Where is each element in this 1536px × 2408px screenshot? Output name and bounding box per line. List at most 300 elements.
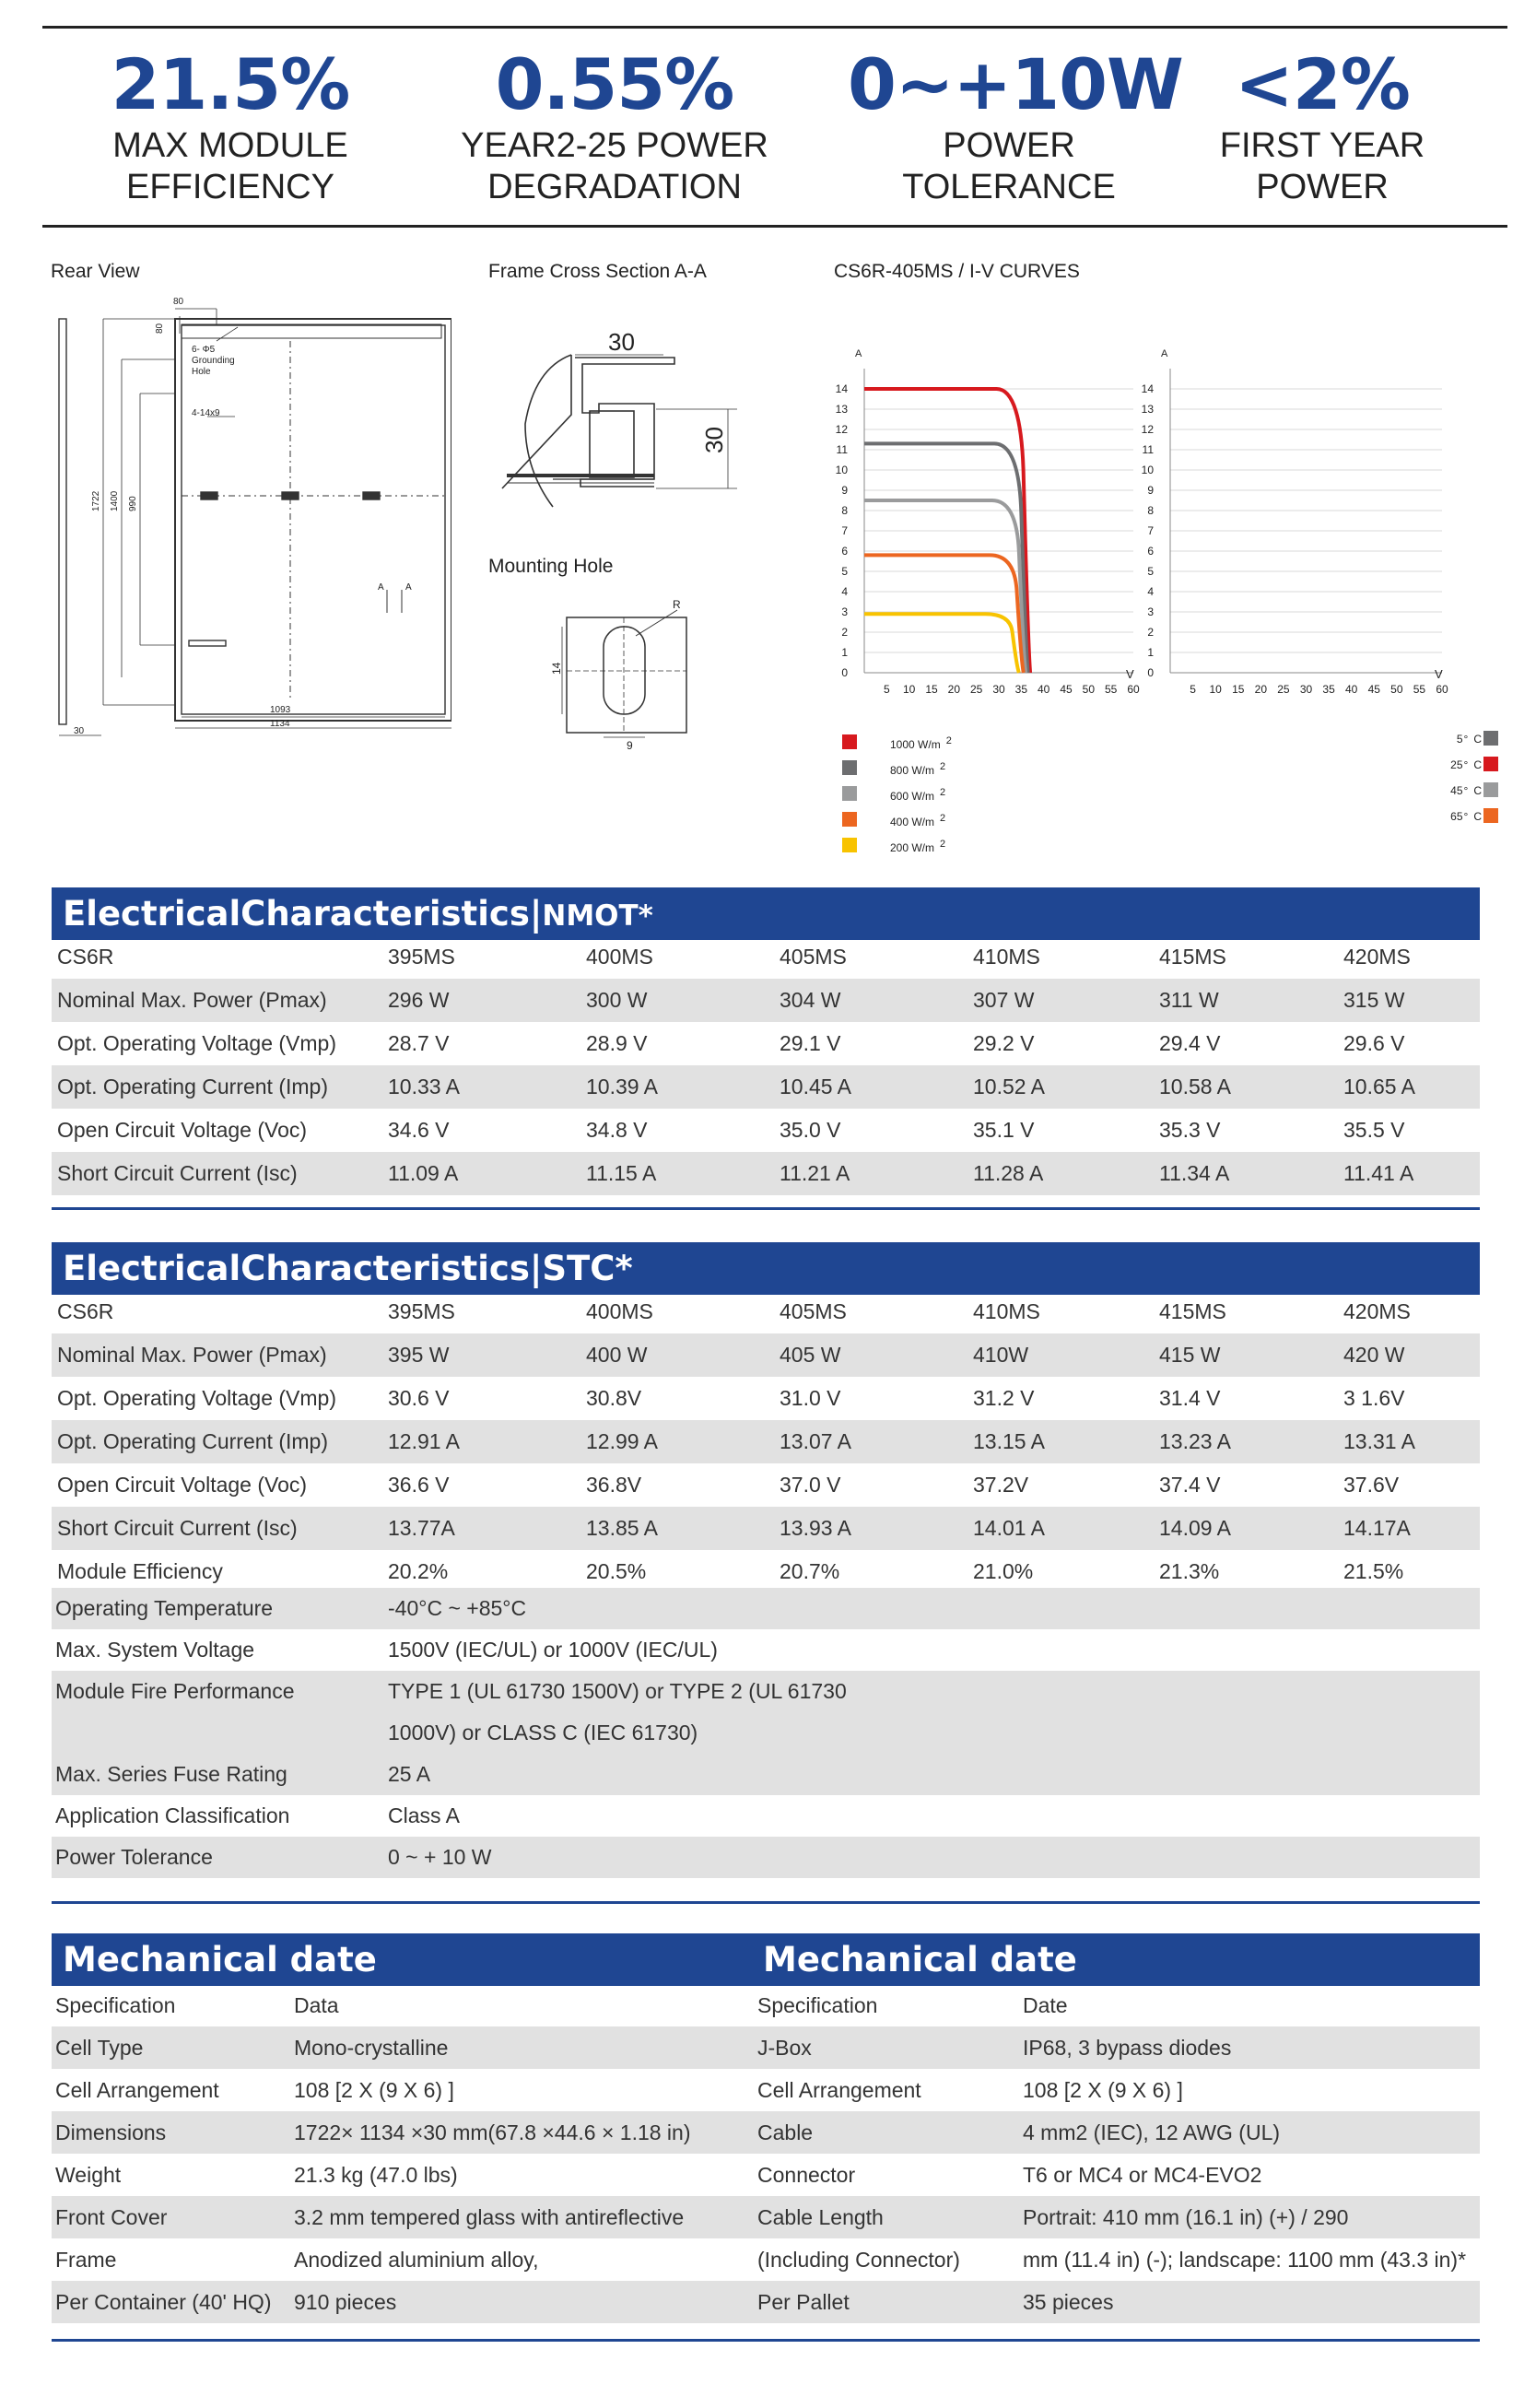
- x-tick-label: 35: [1014, 683, 1028, 696]
- table-cell: mm (11.4 in) (-); landscape: 1100 mm (43.3 in)*: [1023, 2248, 1467, 2272]
- x-tick-label: 20: [1254, 683, 1268, 696]
- row-label: Nominal Max. Power (Pmax): [57, 988, 327, 1012]
- table-cell: 10.52 A: [973, 1075, 1046, 1098]
- table-row: [52, 1984, 752, 2026]
- y-tick-label: 4: [1147, 585, 1154, 598]
- stc-table: [52, 1290, 1480, 1593]
- table-cell: 37.2V: [973, 1473, 1029, 1497]
- row-label: CS6R: [57, 945, 114, 969]
- table-cell: 31.0 V: [780, 1386, 841, 1410]
- x-axis-label: V: [1435, 667, 1443, 681]
- mount-radius-label: R: [673, 599, 681, 611]
- table-cell: 400MS: [586, 945, 653, 969]
- table-cell: 20.2%: [388, 1559, 449, 1583]
- row-label: Application Classification: [55, 1803, 290, 1827]
- stat-degradation: [453, 44, 776, 208]
- rear-dim-1134: 1134: [270, 719, 290, 729]
- table-cell: 410W: [973, 1343, 1029, 1367]
- table-cell: 36.8V: [586, 1473, 642, 1497]
- x-tick-label: 5: [883, 683, 890, 696]
- legend-swatch: [842, 812, 857, 827]
- legend-swatch: [1483, 782, 1498, 797]
- table-row: [52, 2281, 752, 2323]
- table-row: [52, 1290, 1480, 1333]
- table-cell: 30.8V: [586, 1386, 642, 1410]
- rear-dim-80-side: 80: [155, 323, 165, 334]
- y-tick-label: 2: [841, 626, 848, 639]
- table-row: [52, 1109, 1480, 1152]
- table-cell: 30.6 V: [388, 1386, 450, 1410]
- table-row: [752, 1984, 1480, 2026]
- legend-sup: 2: [940, 839, 946, 850]
- iv-curve-series: [864, 614, 1019, 673]
- x-axis-label: V: [1126, 667, 1134, 681]
- degree-symbol: °: [1463, 733, 1469, 746]
- row-label: Weight: [55, 2163, 122, 2187]
- row-label: CS6R: [57, 1299, 114, 1323]
- x-tick-label: 40: [1344, 683, 1358, 696]
- iv-curves-title: CS6R-405MS / I-V CURVES: [834, 261, 1080, 282]
- table-cell: 10.65 A: [1343, 1075, 1416, 1098]
- table-cell: 405MS: [780, 945, 847, 969]
- stat-label: POWER: [943, 126, 1075, 165]
- table-cell: 10.45 A: [780, 1075, 852, 1098]
- y-tick-label: 11: [836, 443, 848, 456]
- nmot-title-small: NMOT*: [542, 899, 653, 933]
- row-label: Cable: [757, 2120, 814, 2144]
- stc-section-header: ElectricalCharacteristics|STC*: [52, 1242, 1480, 1295]
- frame-dim-30-h: 30: [700, 427, 728, 453]
- legend-text: 45: [1450, 784, 1463, 797]
- table-cell: 34.6 V: [388, 1118, 450, 1142]
- table-cell: 28.7 V: [388, 1031, 450, 1055]
- table-cell: 400 W: [586, 1343, 648, 1367]
- table-cell: 315 W: [1343, 988, 1405, 1012]
- table-row: [52, 2069, 752, 2111]
- x-tick-label: 25: [969, 683, 983, 696]
- table-cell: 11.09 A: [388, 1161, 459, 1185]
- top-rule: [42, 26, 1507, 29]
- table-cell: 35.3 V: [1159, 1118, 1221, 1142]
- x-tick-label: 5: [1190, 683, 1196, 696]
- row-label: Opt. Operating Voltage (Vmp): [57, 1031, 336, 1055]
- table-cell: TYPE 1 (UL 61730 1500V) or TYPE 2 (UL 61730: [388, 1679, 847, 1703]
- y-tick-label: 6: [841, 545, 848, 558]
- table-row: [52, 1507, 1480, 1550]
- rear-dim-1722: 1722: [91, 490, 101, 511]
- table-cell: 14.09 A: [1159, 1516, 1232, 1540]
- table-cell: 13.93 A: [780, 1516, 852, 1540]
- x-tick-label: 30: [1299, 683, 1313, 696]
- legend-text: 600 W/m: [890, 790, 935, 803]
- table-cell: 36.6 V: [388, 1473, 450, 1497]
- table-cell: 10.58 A: [1159, 1075, 1232, 1098]
- x-tick-label: 35: [1322, 683, 1335, 696]
- row-label: Cell Type: [55, 2036, 144, 2060]
- y-tick-label: 6: [1147, 545, 1154, 558]
- x-tick-label: 50: [1390, 683, 1403, 696]
- legend-label: [1450, 784, 1482, 797]
- row-label: Dimensions: [55, 2120, 167, 2144]
- stat-tolerance: [848, 43, 1183, 208]
- stat-label: YEAR2-25 POWER: [461, 126, 768, 165]
- y-tick-label: 10: [835, 464, 848, 476]
- x-tick-label: 60: [1436, 683, 1448, 696]
- table-cell: Data: [294, 1993, 339, 2017]
- table-row: [52, 2026, 752, 2069]
- table-cell: 4 mm2 (IEC), 12 AWG (UL): [1023, 2120, 1281, 2144]
- table-cell: 11.34 A: [1159, 1161, 1230, 1185]
- table-row: [52, 1550, 1480, 1593]
- table-cell: 29.4 V: [1159, 1031, 1221, 1055]
- table-cell: 420MS: [1343, 945, 1411, 969]
- table-row: [752, 2196, 1480, 2238]
- table-cell: 420MS: [1343, 1299, 1411, 1323]
- y-axis-label: A: [855, 347, 862, 359]
- table-cell: 11.28 A: [973, 1161, 1044, 1185]
- table-cell: 11.21 A: [780, 1161, 850, 1185]
- table-cell: 1722× 1134 ×30 mm(67.8 ×44.6 × 1.18 in): [294, 2120, 691, 2144]
- stat-value: 21.5%: [111, 43, 350, 125]
- table-cell: Mono-crystalline: [294, 2036, 449, 2060]
- row-label: Open Circuit Voltage (Voc): [57, 1118, 308, 1142]
- table-cell: 29.1 V: [780, 1031, 841, 1055]
- row-label: Open Circuit Voltage (Voc): [57, 1473, 308, 1497]
- table-cell: 1000V) or CLASS C (IEC 61730): [388, 1721, 698, 1744]
- stat-label: POWER: [1256, 168, 1389, 206]
- row-label: Short Circuit Current (Isc): [57, 1516, 298, 1540]
- table-row: [52, 2111, 752, 2154]
- legend-sup: 2: [940, 787, 946, 798]
- stat-label: EFFICIENCY: [126, 168, 334, 206]
- table-row: [52, 2154, 752, 2196]
- table-cell: 12.99 A: [586, 1429, 659, 1453]
- x-tick-label: 15: [1232, 683, 1245, 696]
- table-cell: 25 A: [388, 1762, 431, 1786]
- legend-swatch: [842, 734, 857, 749]
- row-label: Specification: [757, 1993, 878, 2017]
- table-cell: 13.07 A: [780, 1429, 852, 1453]
- frame-dim-30-w: 30: [608, 328, 635, 356]
- table-row: [52, 1065, 1480, 1109]
- mount-dim-14: 14: [550, 662, 563, 675]
- y-tick-label: 2: [1147, 626, 1154, 639]
- legend-label: [890, 813, 945, 828]
- table-cell: 311 W: [1159, 988, 1219, 1012]
- legend-label: [890, 761, 945, 777]
- table-cell: 37.4 V: [1159, 1473, 1221, 1497]
- frame-section-drawing: [498, 313, 737, 525]
- legend-sup: 2: [945, 735, 952, 746]
- table-cell: 14.01 A: [973, 1516, 1046, 1540]
- stat-label: FIRST YEAR: [1219, 126, 1425, 165]
- table-cell: 415MS: [1159, 1299, 1226, 1323]
- row-label: Module Fire Performance: [55, 1679, 295, 1703]
- row-label: Opt. Operating Current (Imp): [57, 1075, 328, 1098]
- legend-unit: C: [1473, 733, 1482, 746]
- table-cell: 14.17A: [1343, 1516, 1411, 1540]
- table-row: [52, 1588, 1480, 1629]
- row-label: Max. Series Fuse Rating: [55, 1762, 287, 1786]
- table-row: [752, 2111, 1480, 2154]
- y-tick-label: 1: [841, 646, 848, 659]
- legend-label: [1450, 758, 1482, 771]
- table-cell: 3 1.6V: [1343, 1386, 1405, 1410]
- legend-unit: C: [1473, 810, 1482, 823]
- y-tick-label: 14: [835, 382, 848, 395]
- x-tick-label: 20: [947, 683, 961, 696]
- x-tick-label: 30: [992, 683, 1005, 696]
- table-cell: 13.85 A: [586, 1516, 659, 1540]
- stat-label: DEGRADATION: [487, 168, 742, 206]
- table-cell: 35.5 V: [1343, 1118, 1405, 1142]
- stat-efficiency: [101, 44, 359, 208]
- table-cell: Anodized aluminium alloy,: [294, 2248, 539, 2272]
- y-tick-label: 3: [841, 605, 848, 618]
- legend-label: [890, 787, 945, 803]
- legend-swatch: [1483, 731, 1498, 746]
- table-cell: 395MS: [388, 945, 455, 969]
- stat-value: <2%: [1235, 43, 1410, 125]
- legend-label: [890, 735, 952, 751]
- table-cell: 29.2 V: [973, 1031, 1035, 1055]
- mech-left-table: [52, 1984, 752, 2323]
- legend-label: [1457, 733, 1482, 746]
- table-row: [52, 1754, 1480, 1795]
- row-label: Cable Length: [757, 2205, 884, 2229]
- legend-text: 25: [1450, 758, 1463, 771]
- table-row: [52, 1712, 1480, 1754]
- legend-label: [1450, 810, 1482, 823]
- stat-label: MAX MODULE: [112, 126, 348, 165]
- legend-sup: 2: [940, 761, 946, 772]
- y-tick-label: 1: [1147, 646, 1154, 659]
- x-tick-label: 55: [1413, 683, 1426, 696]
- row-label: Cell Arrangement: [55, 2078, 219, 2102]
- y-tick-label: 5: [841, 565, 848, 578]
- rear-dim-1400: 1400: [110, 490, 120, 511]
- row-label: Specification: [55, 1993, 176, 2017]
- legend-text: 5: [1456, 733, 1463, 746]
- stc-extra-table: [52, 1588, 1480, 1878]
- table-cell: 37.6V: [1343, 1473, 1400, 1497]
- grounding-hole-label-3: Hole: [192, 367, 211, 377]
- x-tick-label: 45: [1060, 683, 1073, 696]
- y-tick-label: 7: [841, 524, 848, 537]
- row-label: Opt. Operating Current (Imp): [57, 1429, 328, 1453]
- table-cell: 37.0 V: [780, 1473, 841, 1497]
- table-cell: 13.15 A: [973, 1429, 1046, 1453]
- nmot-bottom-rule: [52, 1207, 1480, 1210]
- table-cell: Portrait: 410 mm (16.1 in) (+) / 290: [1023, 2205, 1349, 2229]
- row-label: Per Pallet: [757, 2290, 850, 2314]
- table-cell: 35 pieces: [1023, 2290, 1114, 2314]
- legend-unit: C: [1473, 758, 1482, 771]
- y-tick-label: 4: [841, 585, 848, 598]
- table-row: [52, 1420, 1480, 1463]
- x-tick-label: 55: [1104, 683, 1118, 696]
- table-cell: 307 W: [973, 988, 1035, 1012]
- row-label: Opt. Operating Voltage (Vmp): [57, 1386, 336, 1410]
- rear-dim-80-top: 80: [173, 297, 184, 307]
- row-label: Power Tolerance: [55, 1845, 213, 1869]
- table-cell: 395 W: [388, 1343, 450, 1367]
- table-cell: 415MS: [1159, 945, 1226, 969]
- legend-text: 800 W/m: [890, 764, 935, 777]
- table-row: [752, 2238, 1480, 2281]
- table-cell: 304 W: [780, 988, 841, 1012]
- y-tick-label: 13: [835, 403, 848, 416]
- x-tick-label: 40: [1037, 683, 1050, 696]
- table-cell: 420 W: [1343, 1343, 1405, 1367]
- mounting-hole-drawing: [544, 599, 709, 751]
- table-cell: 13.77A: [388, 1516, 455, 1540]
- x-tick-label: 10: [1209, 683, 1222, 696]
- table-cell: 0 ~ + 10 W: [388, 1845, 492, 1869]
- table-row: [52, 1333, 1480, 1377]
- x-tick-label: 45: [1367, 683, 1380, 696]
- y-tick-label: 3: [1147, 605, 1154, 618]
- y-tick-label: 9: [841, 484, 848, 497]
- legend-text: 1000 W/m: [890, 738, 941, 751]
- table-cell: 13.23 A: [1159, 1429, 1232, 1453]
- x-tick-label: 15: [925, 683, 938, 696]
- table-cell: 35.1 V: [973, 1118, 1035, 1142]
- row-label: Front Cover: [55, 2205, 168, 2229]
- mount-dim-9: 9: [627, 739, 633, 751]
- table-cell: 29.6 V: [1343, 1031, 1405, 1055]
- y-tick-label: 9: [1147, 484, 1154, 497]
- table-cell: 20.7%: [780, 1559, 840, 1583]
- table-cell: Date: [1023, 1993, 1068, 2017]
- table-row: [52, 1795, 1480, 1837]
- table-cell: 20.5%: [586, 1559, 647, 1583]
- stat-label: TOLERANCE: [902, 168, 1116, 206]
- nmot-section-header: [52, 887, 1480, 940]
- nmot-title: ElectricalCharacteristics|: [63, 894, 543, 934]
- legend-swatch: [1483, 757, 1498, 771]
- legend-swatch: [842, 838, 857, 852]
- legend-text: 400 W/m: [890, 816, 935, 828]
- nmot-table: [52, 935, 1480, 1195]
- table-cell: 405 W: [780, 1343, 841, 1367]
- table-row: [52, 1022, 1480, 1065]
- table-cell: 31.4 V: [1159, 1386, 1221, 1410]
- stat-value: 0.55%: [495, 43, 734, 125]
- legend-label: [890, 839, 945, 854]
- table-cell: 35.0 V: [780, 1118, 841, 1142]
- y-tick-label: 14: [1141, 382, 1154, 395]
- legend-sup: 2: [940, 813, 946, 824]
- legend-swatch: [842, 786, 857, 801]
- table-cell: 10.39 A: [586, 1075, 659, 1098]
- table-cell: 34.8 V: [586, 1118, 648, 1142]
- row-label: Short Circuit Current (Isc): [57, 1161, 298, 1185]
- legend-text: 65: [1450, 810, 1463, 823]
- frame-section-title: Frame Cross Section A-A: [488, 261, 707, 282]
- y-tick-label: 8: [841, 504, 848, 517]
- table-row: [52, 1377, 1480, 1420]
- table-row: [52, 1837, 1480, 1878]
- mech-right-table: [752, 1984, 1480, 2323]
- y-tick-label: 0: [841, 666, 848, 679]
- table-cell: 28.9 V: [586, 1031, 648, 1055]
- rear-dim-30: 30: [74, 726, 85, 736]
- row-label: Per Container (40' HQ): [55, 2290, 272, 2314]
- table-cell: 910 pieces: [294, 2290, 397, 2314]
- table-row: [52, 2196, 752, 2238]
- table-cell: IP68, 3 bypass diodes: [1023, 2036, 1232, 2060]
- degree-symbol: °: [1463, 758, 1469, 771]
- table-cell: 13.31 A: [1343, 1429, 1416, 1453]
- table-cell: 21.0%: [973, 1559, 1034, 1583]
- row-label: Nominal Max. Power (Pmax): [57, 1343, 327, 1367]
- rear-view-title: Rear View: [51, 261, 140, 282]
- table-cell: 1500V (IEC/UL) or 1000V (IEC/UL): [388, 1638, 718, 1662]
- table-cell: Class A: [388, 1803, 460, 1827]
- y-tick-label: 0: [1147, 666, 1154, 679]
- table-row: [752, 2069, 1480, 2111]
- y-tick-label: 12: [1141, 423, 1154, 436]
- table-row: [52, 1463, 1480, 1507]
- y-tick-label: 10: [1141, 464, 1154, 476]
- table-row: [52, 2238, 752, 2281]
- table-cell: 405MS: [780, 1299, 847, 1323]
- table-cell: 3.2 mm tempered glass with antireflective: [294, 2205, 685, 2229]
- table-cell: 395MS: [388, 1299, 455, 1323]
- table-cell: 410MS: [973, 945, 1040, 969]
- table-cell: T6 or MC4 or MC4-EVO2: [1023, 2163, 1262, 2187]
- table-row: [752, 2026, 1480, 2069]
- table-row: [752, 2154, 1480, 2196]
- grounding-hole-label-2: Grounding: [192, 356, 235, 366]
- rear-dim-1093: 1093: [270, 705, 291, 715]
- row-label: J-Box: [757, 2036, 812, 2060]
- y-tick-label: 12: [835, 423, 848, 436]
- x-tick-label: 60: [1127, 683, 1140, 696]
- mech-left-header: Mechanical date: [52, 1933, 752, 1986]
- stats-bottom-rule: [42, 225, 1507, 228]
- legend-swatch: [1483, 808, 1498, 823]
- stc-bottom-rule: [52, 1901, 1480, 1904]
- rear-dim-990: 990: [128, 496, 138, 511]
- legend-text: 200 W/m: [890, 841, 935, 854]
- degree-symbol: °: [1463, 810, 1469, 823]
- mech-right-header: Mechanical date: [752, 1933, 1480, 1986]
- table-cell: 296 W: [388, 988, 450, 1012]
- section-mark-a: A: [405, 582, 412, 593]
- y-tick-label: 5: [1147, 565, 1154, 578]
- row-label: (Including Connector): [757, 2248, 960, 2272]
- table-row: [52, 1629, 1480, 1671]
- x-tick-label: 25: [1277, 683, 1290, 696]
- table-cell: 108 [2 X (9 X 6) ]: [294, 2078, 454, 2102]
- table-cell: 11.15 A: [586, 1161, 657, 1185]
- x-tick-label: 10: [902, 683, 916, 696]
- table-row: [52, 1152, 1480, 1195]
- table-row: [752, 2281, 1480, 2323]
- slot-label: 4-14x9: [192, 408, 220, 418]
- table-cell: 12.91 A: [388, 1429, 461, 1453]
- grounding-hole-label-1: 6- Φ5: [192, 345, 216, 355]
- mounting-hole-title: Mounting Hole: [488, 556, 614, 577]
- table-cell: -40°C ~ +85°C: [388, 1596, 527, 1620]
- iv-curve-series: [864, 500, 1026, 673]
- table-row: [52, 1671, 1480, 1712]
- row-label: Connector: [757, 2163, 856, 2187]
- y-tick-label: 7: [1147, 524, 1154, 537]
- section-mark-a: A: [378, 582, 384, 593]
